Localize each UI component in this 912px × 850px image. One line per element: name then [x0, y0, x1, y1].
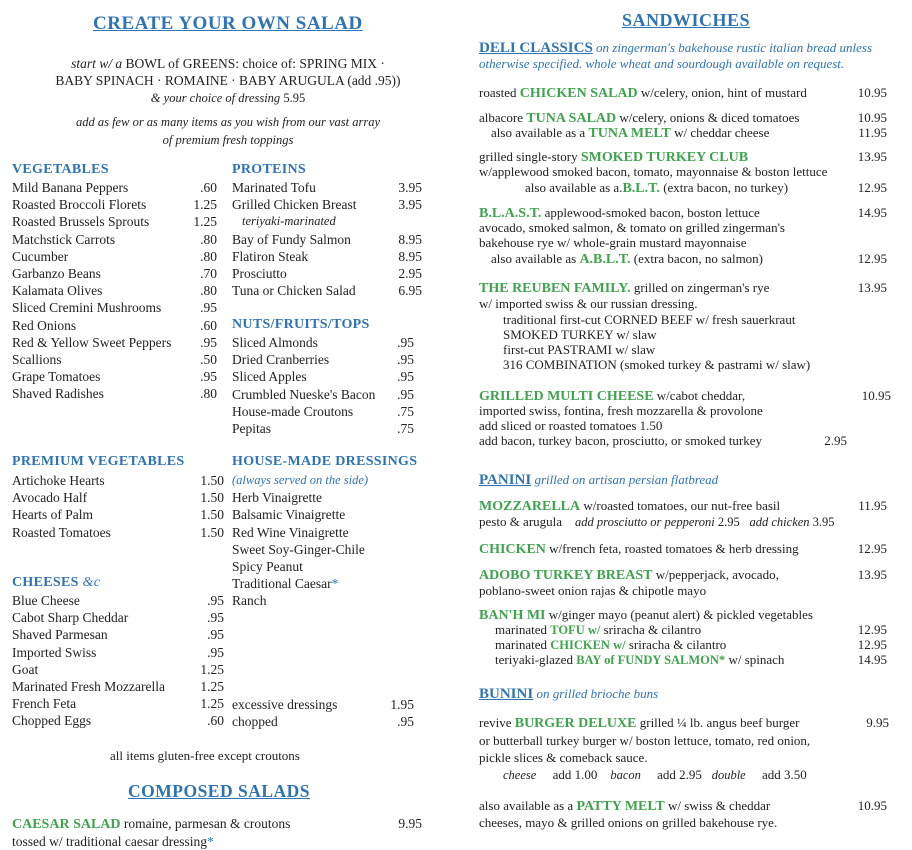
- protein-item: Grilled Chicken Breast 3.95: [232, 197, 422, 213]
- cheese-item: Goat 1.25: [12, 661, 224, 677]
- reuben-pastrami: first-cut PASTRAMI w/ slaw: [503, 342, 656, 357]
- cheeses-list: [12, 592, 224, 730]
- tuna-melt: also available as a TUNA MELT w/ cheddar cheese 11.95: [491, 125, 887, 141]
- topping-item: Sliced Almonds .95: [232, 335, 414, 350]
- sandwiches-title: SANDWICHES: [622, 10, 751, 30]
- nuts-heading: NUTS/FRUITS/TOPS: [232, 317, 370, 332]
- create-salad-title: CREATE YOUR OWN SALAD: [93, 13, 363, 34]
- dressing-item: Herb Vinaigrette: [232, 490, 323, 506]
- topping-item: Sliced Apples .95: [232, 369, 414, 385]
- blt: also available as a.B.L.T. (extra bacon, no turkey) 12.95: [525, 180, 887, 196]
- banh-mi: BAN'H MI w/ginger mayo (peanut alert) & pickled vegetables: [479, 607, 813, 623]
- vegetable-item: Red & Yellow Sweet Peppers .95: [12, 334, 217, 350]
- blast-desc2: bakehouse rye w/ whole-grain mustard mayonnaise: [479, 235, 747, 250]
- cheese-item: Imported Swiss .95: [12, 644, 224, 660]
- proteins-list: [232, 179, 422, 299]
- vegetable-item: Scallions .50: [12, 352, 217, 368]
- vegetable-item: Kalamata Olives .80: [12, 283, 217, 299]
- dressing-extra-item: chopped .95: [232, 714, 414, 730]
- dressing-extras: [232, 696, 414, 730]
- vegetable-item: Garbanzo Beans .70: [12, 266, 217, 282]
- ablt: also available as A.B.L.T. (extra bacon, no salmon) 12.95: [491, 251, 887, 267]
- panini-heading: PANINI grilled on artisan persian flatbread: [479, 472, 719, 488]
- topping-item: Dried Cranberries .95: [232, 352, 414, 368]
- premium-item: Avocado Half 1.50: [12, 490, 224, 506]
- vegetable-item: Red Onions .60: [12, 317, 217, 333]
- tuna-salad: albacore TUNA SALAD w/celery, onions & diced tomatoes 10.95: [479, 110, 887, 126]
- cheese-item: Shaved Parmesan .95: [12, 627, 224, 643]
- adobo-desc: poblano-sweet onion rajas & chipotle mayo: [479, 583, 707, 598]
- dressing-item: Traditional Caesar*: [232, 576, 339, 592]
- reuben-combo: 316 COMBINATION (smoked turkey & pastrami w/ slaw): [503, 357, 811, 372]
- vegetable-item: Matchstick Carrots .80: [12, 231, 217, 247]
- cheese-item: Marinated Fresh Mozzarella 1.25: [12, 679, 224, 695]
- cheeses-heading: CHEESES &c: [12, 575, 101, 590]
- dressings-note: (always served on the side): [232, 473, 369, 487]
- protein-item: Tuna or Chicken Salad 6.95: [232, 283, 422, 299]
- mozzarella-desc: pesto & arugula add prosciutto or pepperoni 2.95 add chicken 3.95: [479, 514, 835, 529]
- patty-melt-desc: cheeses, mayo & grilled onions on grilled bakehouse rye.: [479, 815, 778, 830]
- dressing-item: Red Wine Vinaigrette: [232, 524, 349, 540]
- turkey-club-desc: w/applewood smoked bacon, tomato, mayonnaise & boston lettuce: [479, 164, 828, 179]
- multi-cheese-add: add bacon, turkey bacon, prosciutto, or smoked turkey 2.95: [479, 433, 847, 448]
- mozzarella: MOZZARELLA w/roasted tomatoes, our nut-free basil 11.95: [479, 498, 887, 514]
- reuben-desc: w/ imported swiss & our russian dressing.: [479, 296, 698, 311]
- banh-mi-salmon: teriyaki-glazed BAY of FUNDY SALMON* w/ spinach 14.95: [495, 652, 887, 667]
- vegetable-item: Shaved Radishes .80: [12, 386, 217, 402]
- vegetables-heading: VEGETABLES: [12, 162, 109, 177]
- premium-item: Hearts of Palm 1.50: [12, 507, 224, 523]
- vegetable-item: Mild Banana Peppers .60: [12, 180, 217, 195]
- vegetables-list: [12, 179, 217, 403]
- dressing-item: Spicy Peanut: [232, 559, 303, 575]
- protein-item: teriyaki-marinated: [242, 214, 336, 229]
- burger-addons: cheese add 1.00 bacon add 2.95 double add 3.50: [503, 767, 807, 782]
- vegetable-item: Grape Tomatoes .95: [12, 369, 217, 385]
- adobo-turkey: ADOBO TURKEY BREAST w/pepperjack, avocado, 13.95: [479, 567, 887, 583]
- reuben: THE REUBEN FAMILY. grilled on zingerman's rye 13.95: [479, 280, 887, 296]
- premium-item: Roasted Tomatoes 1.50: [12, 524, 224, 540]
- premium-list: [12, 472, 224, 541]
- bunini-heading: BUNINI on grilled brioche buns: [479, 686, 659, 702]
- blast-desc: avocado, smoked salmon, & tomato on grilled zingerman's: [479, 220, 785, 235]
- chicken-salad: roasted CHICKEN SALAD w/celery, onion, hint of mustard 10.95: [479, 85, 887, 101]
- topping-item: House-made Croutons .75: [232, 403, 414, 419]
- reuben-corned-beef: traditional first-cut CORNED BEEF w/ fresh sauerkraut: [503, 312, 796, 327]
- blast: B.L.A.S.T. applewood-smoked bacon, boston lettuce 14.95: [479, 205, 887, 221]
- dressings-heading: HOUSE-MADE DRESSINGS: [232, 454, 418, 469]
- cheese-item: Cabot Sharp Cheddar .95: [12, 610, 224, 626]
- multi-cheese-desc: imported swiss, fontina, fresh mozzarella & provolone: [479, 403, 763, 418]
- composed-title: COMPOSED SALADS: [128, 781, 311, 801]
- dressing-item: Ranch: [232, 593, 267, 609]
- patty-melt: also available as a PATTY MELT w/ swiss & cheddar 10.95: [479, 798, 887, 814]
- multi-cheese-tomatoes: add sliced or roasted tomatoes 1.50: [479, 418, 663, 433]
- topping-item: Crumbled Nueske's Bacon .95: [232, 386, 414, 402]
- vegetable-item: Roasted Broccoli Florets 1.25: [12, 197, 217, 213]
- burger-deluxe: revive BURGER DELUXE grilled ¼ lb. angus beef burger 9.95: [479, 715, 889, 731]
- salad-intro: start w/ a BOWL of GREENS: choice of: SPRING MIX · BABY SPINACH · ROMAINE · BABY ARUGULA (add .95)) & your choice of dressing 5.95 add as few or as many items as you wish from our vast array of premium fresh toppings: [55, 56, 401, 147]
- banh-mi-tofu: marinated TOFU w/ sriracha & cilantro 12.95: [495, 622, 887, 637]
- burger-desc2: pickle slices & comeback sauce.: [479, 750, 648, 765]
- protein-item: Marinated Tofu 3.95: [232, 180, 422, 195]
- panini-chicken: CHICKEN w/french feta, roasted tomatoes & herb dressing 12.95: [479, 541, 887, 557]
- reuben-turkey: SMOKED TURKEY w/ slaw: [503, 327, 657, 342]
- premium-heading: PREMIUM VEGETABLES: [12, 454, 185, 469]
- proteins-heading: PROTEINS: [232, 162, 306, 177]
- banh-mi-chicken: marinated CHICKEN w/ sriracha & cilantro 12.95: [495, 637, 887, 652]
- vegetable-item: Roasted Brussels Sprouts 1.25: [12, 214, 217, 230]
- caesar-item: CAESAR SALAD romaine, parmesan & croutons 9.95 tossed w/ traditional caesar dressing*: [12, 816, 422, 850]
- turkey-club: grilled single-story SMOKED TURKEY CLUB 13.95: [479, 149, 887, 165]
- deli-note: otherwise specified. whole wheat and sourdough available on request.: [479, 56, 845, 71]
- vegetable-item: Cucumber .80: [12, 248, 217, 264]
- topping-item: Pepitas .75: [232, 421, 414, 437]
- dressing-extra-item: excessive dressings 1.95: [232, 697, 414, 712]
- cheese-item: Chopped Eggs .60: [12, 713, 224, 729]
- dressing-item: Balsamic Vinaigrette: [232, 507, 346, 523]
- deli-heading: DELI CLASSICS on zingerman's bakehouse rustic italian bread unless: [479, 40, 873, 56]
- protein-item: Flatiron Steak 8.95: [232, 248, 422, 264]
- premium-item: Artichoke Hearts 1.50: [12, 473, 224, 488]
- gluten-note: all items gluten-free except croutons: [110, 748, 300, 763]
- protein-item: Bay of Fundy Salmon 8.95: [232, 231, 422, 247]
- dressing-item: Sweet Soy-Ginger-Chile: [232, 541, 365, 557]
- protein-item: Prosciutto 2.95: [232, 266, 422, 282]
- vegetable-item: Sliced Cremini Mushrooms .95: [12, 300, 217, 316]
- multi-cheese: GRILLED MULTI CHEESE w/cabot cheddar, 10.95: [479, 388, 891, 404]
- nuts-list: [232, 334, 414, 437]
- dressings-list: [232, 472, 422, 610]
- cheese-item: French Feta 1.25: [12, 696, 224, 712]
- cheese-item: Blue Cheese .95: [12, 593, 224, 608]
- burger-desc: or butterball turkey burger w/ boston lettuce, tomato, red onion,: [479, 733, 811, 748]
